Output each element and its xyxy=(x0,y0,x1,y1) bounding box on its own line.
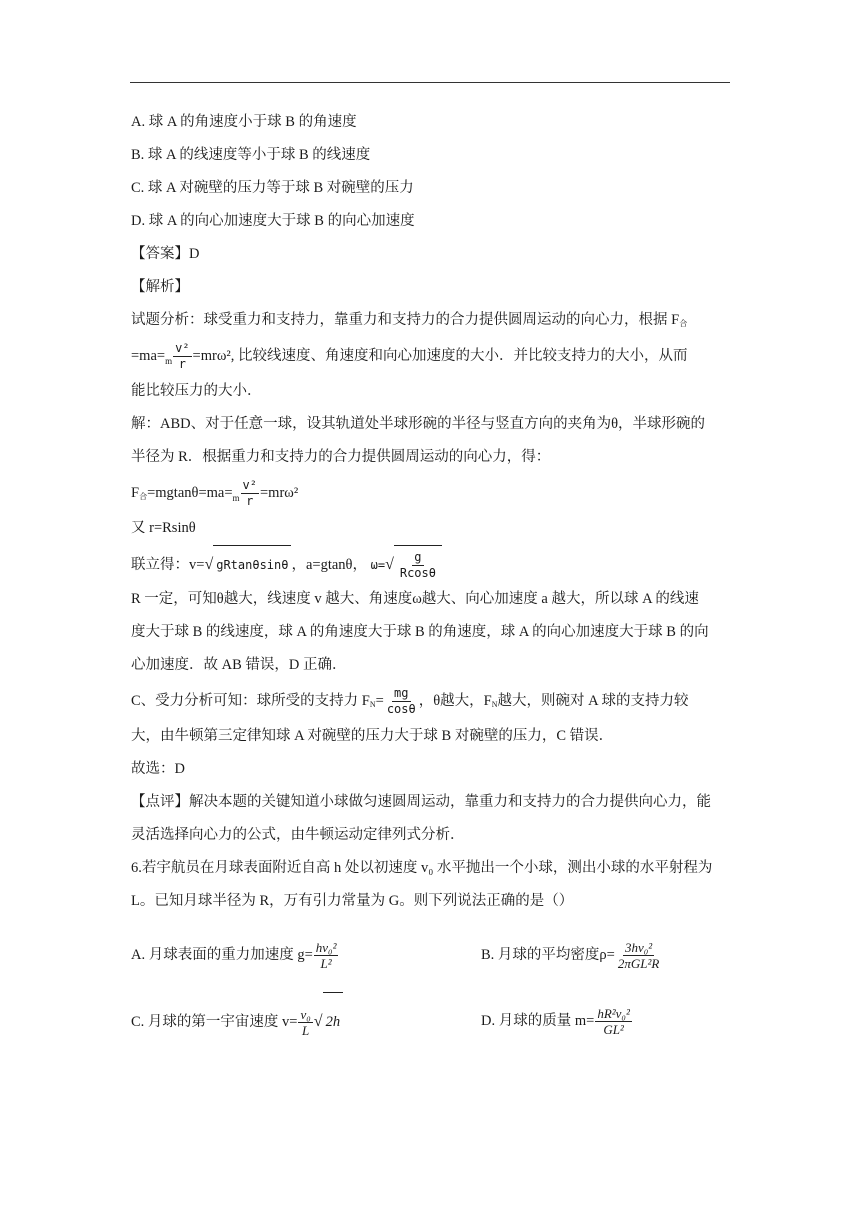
analysis-p4-line1: C、受力分析可知：球所受的支持力 $F_N=$ $\frac{mg}{\cos\theta}$ ，θ越大，$F_N$越大，则碗对 A 球的支持力较 xyxy=(131,686,689,717)
analysis-p3-line2: 度大于球 B 的线速度，球 A 的角速度大于球 B 的角速度，球 A 的向心加速度大于球 B 的向 xyxy=(131,624,709,640)
question6-options-ab xyxy=(131,926,731,984)
equation-radius: 又 r=Rsinθ xyxy=(131,520,196,536)
question6-option-a: A. 月球表面的重力加速度 g= $\frac{\text{hv₀²}}{\text{L²}}$ xyxy=(131,940,337,972)
equation-force: $F_合=mgtan\theta=ma=_m$ $\frac{\text{v²}}{r}$ =mrω² xyxy=(131,478,299,509)
question6-option-d: D. 月球的质量 m= $\frac{\text{hR²v₀²}}{\text{GL²}}$ xyxy=(481,1006,630,1038)
fraction-g-over-rcos: $\frac{g}{Rcos\theta}$ xyxy=(399,550,436,581)
analysis-p1-line1: 试题分析：球受重力和支持力，靠重力和支持力的合力提供圆周运动的向心力，根据 $F_合$ xyxy=(131,312,688,328)
analysis-p3-line3: 心加速度．故 AB 错误，D 正确． xyxy=(131,657,347,673)
comment-line1: 【点评】解决本题的关键知道小球做匀速圆周运动，靠重力和支持力的合力提供向心力，能 xyxy=(131,794,711,810)
equation-solved: 联立得：v=√ gRtanθsinθ ，a=gtanθ， ω=√ $\frac{g}{Rcos\theta}$ xyxy=(131,545,731,583)
analysis-heading: 【解析】 xyxy=(131,279,189,295)
option-b: B. 球 A 的线速度等小于球 B 的线速度 xyxy=(131,147,371,163)
option-d: D. 球 A 的向心加速度大于球 B 的向心加速度 xyxy=(131,213,415,229)
fraction-v2-over-r-2: $\frac{\text{v²}}{r}$ xyxy=(242,478,257,509)
analysis-choose: 故选：D xyxy=(131,761,185,777)
question6-stem-line2: L。已知月球半径为 R，万有引力常量为 G。则下列说法正确的是（） xyxy=(131,893,574,909)
header-rule xyxy=(130,82,730,83)
question6-options-cd xyxy=(131,992,731,1050)
question6-stem-line1: 6.若宇航员在月球表面附近自高 h 处以初速度 v₀ 水平抛出一个小球，测出小球的水平射程为 xyxy=(131,860,713,876)
analysis-p3-line1: R 一定，可知θ越大，线速度 v 越大、角速度ω越大、向心加速度 a 越大，所以球 A 的线速 xyxy=(131,591,699,607)
answer: 【答案】D xyxy=(131,246,200,262)
comment-line2: 灵活选择向心力的公式，由牛顿运动定律列式分析． xyxy=(131,827,465,843)
analysis-p1-line2: $=ma=_m$ $\frac{\text{v²}}{r}$ =mrω², 比较线速度、角速度和向心加速度的大小．并比较支持力的大小，从而 xyxy=(131,341,688,372)
analysis-p2-line1: 解：ABD、对于任意一球，设其轨道处半球形碗的半径与竖直方向的夹角为θ，半球形碗的 xyxy=(131,416,706,432)
question6-option-c: C. 月球的第一宇宙速度 v= $\frac{\text{v₀}}{L}$ √ 2h xyxy=(131,992,481,1050)
fraction-v2-over-r: $\frac{\text{v²}}{r}$ xyxy=(175,341,190,372)
sqrt-v-expression: gRtanθsinθ xyxy=(213,545,291,584)
option-a: A. 球 A 的角速度小于球 B 的角速度 xyxy=(131,114,357,130)
fraction-mg-over-cos: $\frac{mg}{\cos\theta}$ xyxy=(386,686,416,717)
analysis-p1-line3: 能比较压力的大小． xyxy=(131,383,262,399)
analysis-p2-line2: 半径为 R．根据重力和支持力的合力提供圆周运动的向心力，得： xyxy=(131,449,551,465)
option-c: C. 球 A 对碗壁的压力等于球 B 对碗壁的压力 xyxy=(131,180,414,196)
analysis-p4-line2: 大，由牛顿第三定律知球 A 对碗壁的压力大于球 B 对碗壁的压力，C 错误． xyxy=(131,728,614,744)
question6-option-b: B. 月球的平均密度ρ= $\frac{\text{3hv₀²}}{\text{2πGL²R}}$ xyxy=(481,940,660,972)
document-body xyxy=(131,106,731,1050)
